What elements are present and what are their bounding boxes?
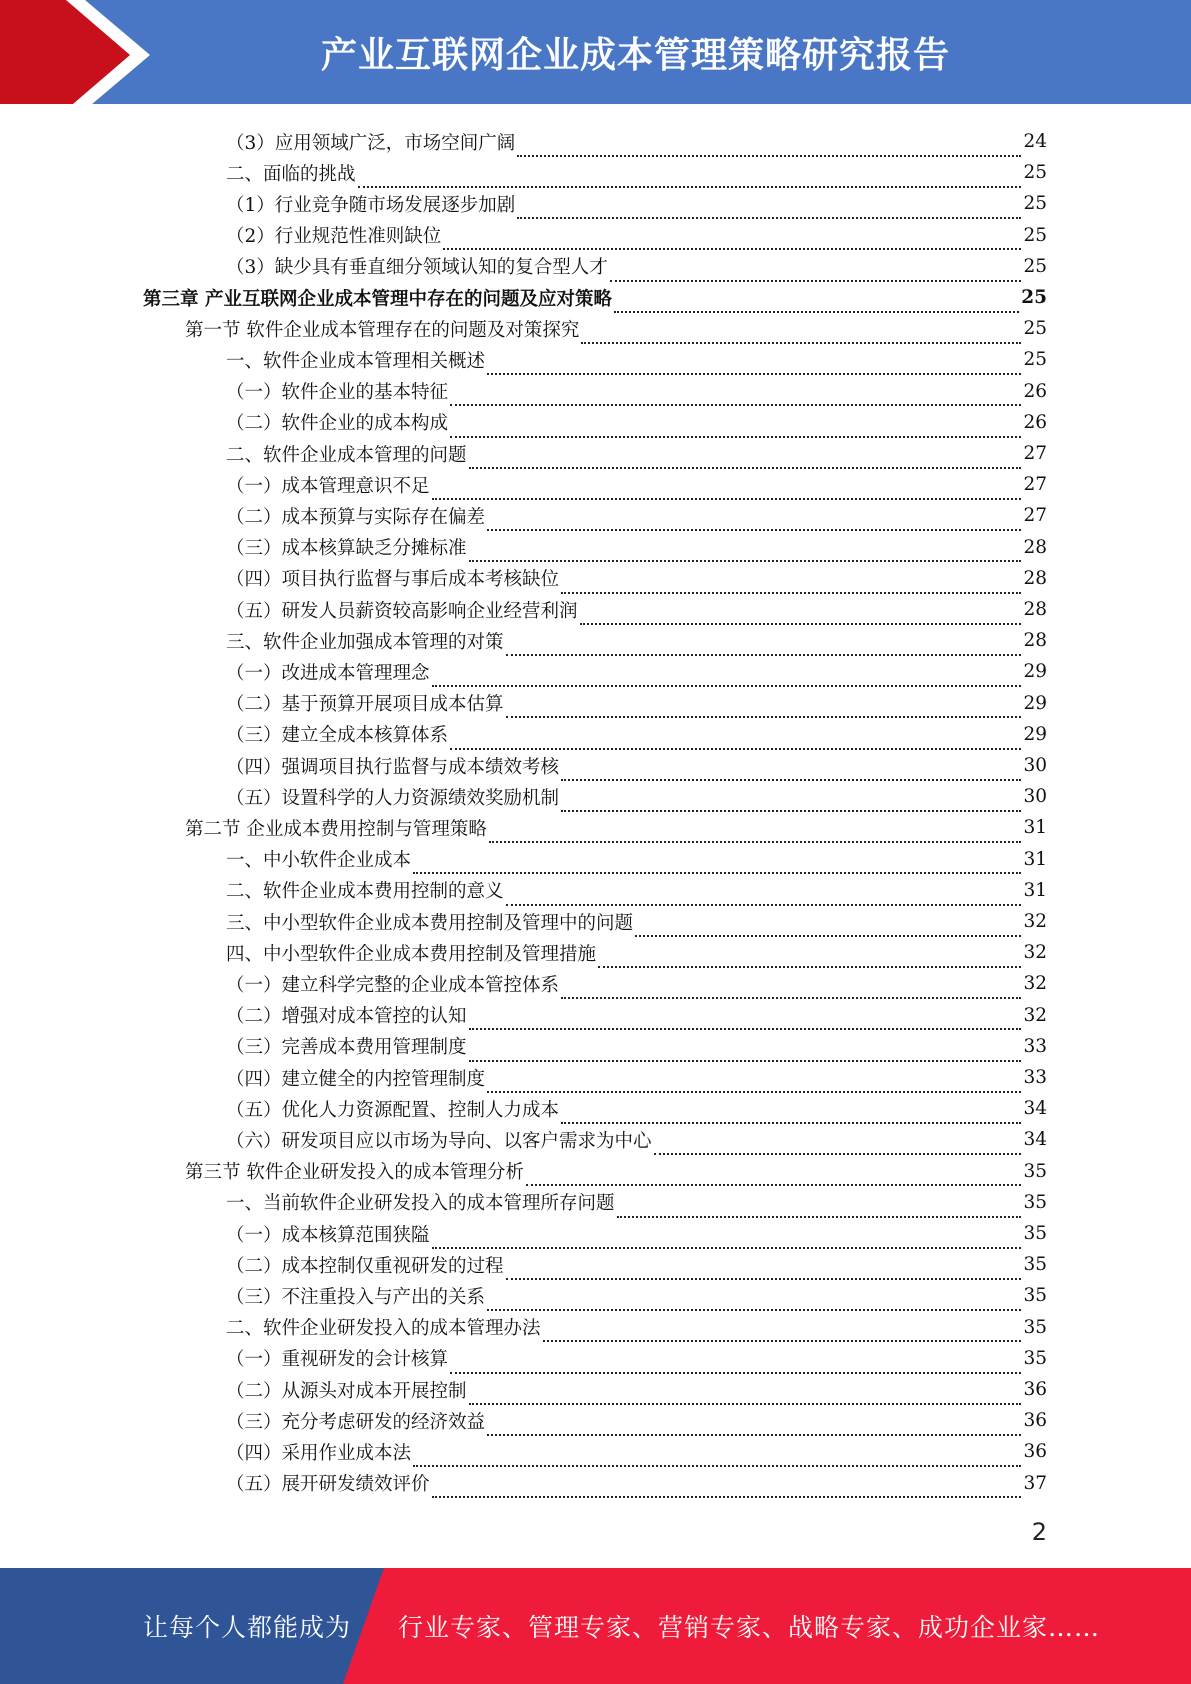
toc-entry-page: 35 [1023, 1347, 1047, 1369]
toc-entry-page: 27 [1023, 443, 1047, 464]
toc-leader-dots [654, 1135, 1022, 1156]
toc-entry-page: 29 [1023, 661, 1047, 683]
toc-entry-title: （五）研发人员薪资较高影响企业经营利润 [226, 600, 578, 622]
toc-entry-page: 25 [1023, 318, 1047, 340]
toc-entry[interactable] [226, 937, 1047, 968]
toc-entry-page: 28 [1023, 536, 1047, 558]
toc-entry[interactable] [226, 1280, 1047, 1311]
toc-leader-dots [469, 1041, 1022, 1062]
toc-leader-dots [598, 947, 1021, 968]
toc-entry-page: 25 [1023, 162, 1047, 184]
toc-entry[interactable] [226, 500, 1047, 531]
toc-leader-dots [614, 292, 1019, 313]
toc-entry-page: 29 [1023, 723, 1047, 745]
toc-entry[interactable] [226, 1249, 1047, 1280]
toc-entry-title: （三）成本核算缺乏分摊标准 [226, 538, 467, 560]
toc-entry[interactable] [226, 875, 1047, 906]
toc-entry-title: 第三节 软件企业研发投入的成本管理分析 [185, 1162, 524, 1184]
toc-leader-dots [489, 823, 1022, 844]
toc-entry-title: 四、中小型软件企业成本费用控制及管理措施 [226, 943, 597, 965]
footer-slogan-left: 让每个人都能成为 [143, 1613, 352, 1642]
toc-entry[interactable] [226, 594, 1047, 625]
toc-leader-dots [561, 1103, 1021, 1124]
toc-entry-page: 35 [1023, 1191, 1047, 1213]
toc-leader-dots [487, 1415, 1021, 1436]
toc-entry[interactable] [226, 781, 1047, 812]
toc-entry-title: （四）强调项目执行监督与成本绩效考核 [226, 756, 560, 778]
toc-entry-title: （五）优化人力资源配置、控制人力成本 [226, 1099, 560, 1121]
toc-entry-page: 35 [1023, 1254, 1047, 1276]
toc-entry[interactable] [226, 188, 1047, 219]
toc-leader-dots [413, 1447, 1021, 1468]
toc-entry[interactable] [226, 844, 1047, 875]
toc-leader-dots [526, 1166, 1022, 1187]
toc-entry[interactable] [226, 1312, 1047, 1343]
toc-entry-page: 35 [1023, 1316, 1047, 1338]
toc-leader-dots [517, 136, 1021, 157]
toc-entry-page: 26 [1023, 411, 1047, 433]
toc-entry-title: 一、软件企业成本管理相关概述 [226, 350, 486, 372]
toc-leader-dots [432, 1478, 1022, 1499]
toc-entry-title: （2）行业规范性准则缺位 [226, 226, 442, 248]
toc-entry-title: （三）不注重投入与产出的关系 [226, 1286, 486, 1308]
toc-leader-dots [617, 1197, 1022, 1218]
toc-entry-page: 35 [1023, 1285, 1047, 1307]
toc-entry-title: （3）缺少具有垂直细分领域认知的复合型人才 [226, 257, 608, 279]
toc-entry[interactable] [226, 625, 1047, 656]
toc-entry[interactable] [226, 251, 1047, 282]
toc-entry[interactable] [143, 282, 1047, 313]
toc-entry-title: 二、面临的挑战 [226, 163, 356, 185]
toc-entry[interactable] [226, 157, 1047, 188]
toc-leader-dots [443, 230, 1021, 251]
toc-entry[interactable] [226, 1124, 1047, 1155]
toc-entry-title: 二、软件企业成本费用控制的意义 [226, 881, 504, 903]
toc-entry-title: （五）展开研发绩效评价 [226, 1474, 430, 1496]
toc-entry-page: 25 [1021, 287, 1047, 308]
toc-leader-dots [450, 417, 1021, 438]
page-number: 2 [1031, 1518, 1047, 1546]
toc-entry-title: （三）完善成本费用管理制度 [226, 1037, 467, 1059]
toc-leader-dots [561, 760, 1021, 781]
toc-entry-page: 25 [1023, 224, 1047, 246]
toc-leader-dots [506, 1259, 1022, 1280]
toc-entry-title: （一）建立科学完整的企业成本管控体系 [226, 974, 560, 996]
toc-entry-page: 33 [1023, 1067, 1047, 1088]
toc-entry-title: （1）行业竞争随市场发展逐步加剧 [226, 194, 516, 216]
toc-leader-dots [610, 261, 1022, 282]
toc-leader-dots [450, 1353, 1021, 1374]
toc-entry-title: 第一节 软件企业成本管理存在的问题及对策探究 [185, 319, 580, 341]
toc-entry-page: 30 [1023, 755, 1047, 776]
toc-entry-page: 32 [1023, 973, 1047, 995]
toc-entry-page: 29 [1023, 692, 1047, 714]
toc-entry[interactable] [226, 1187, 1047, 1218]
toc-entry-page: 36 [1023, 1441, 1047, 1463]
toc-entry-page: 26 [1023, 380, 1047, 402]
toc-entry[interactable] [226, 1468, 1047, 1499]
toc-leader-dots [561, 791, 1021, 812]
toc-entry[interactable] [226, 750, 1047, 781]
toc-leader-dots [432, 1228, 1022, 1249]
toc-entry-page: 24 [1023, 131, 1047, 152]
toc-entry-title: 一、中小软件企业成本 [226, 850, 412, 872]
toc-leader-dots [517, 199, 1021, 220]
toc-entry[interactable] [226, 656, 1047, 687]
toc-entry-title: （一）软件企业的基本特征 [226, 382, 449, 404]
toc-leader-dots [469, 448, 1022, 469]
toc-entry-title: （四）采用作业成本法 [226, 1442, 412, 1464]
toc-entry[interactable] [226, 1062, 1047, 1093]
toc-entry-title: （二）基于预算开展项目成本估算 [226, 694, 504, 716]
toc-entry-page: 35 [1023, 1160, 1047, 1182]
toc-entry-title: （二）成本控制仅重视研发的过程 [226, 1255, 504, 1277]
toc-entry-page: 36 [1023, 1379, 1047, 1400]
page-header [0, 0, 1191, 110]
toc-entry-title: （一）改进成本管理理念 [226, 662, 430, 684]
toc-leader-dots [469, 1010, 1022, 1031]
toc-leader-dots [635, 916, 1021, 937]
toc-entry-page: 34 [1023, 1129, 1047, 1151]
toc-entry-title: （三）建立全成本核算体系 [226, 725, 449, 747]
toc-entry-title: （二）成本预算与实际存在偏差 [226, 506, 486, 528]
toc-leader-dots [561, 573, 1021, 594]
toc-entry-title: 二、软件企业成本管理的问题 [226, 444, 467, 466]
toc-entry[interactable] [185, 313, 1047, 344]
toc-entry-page: 32 [1023, 942, 1047, 964]
toc-entry-title: 第二节 企业成本费用控制与管理策略 [185, 818, 487, 840]
toc-entry-page: 25 [1023, 349, 1047, 371]
toc-entry-page: 30 [1023, 786, 1047, 808]
toc-entry-title: （四）项目执行监督与事后成本考核缺位 [226, 569, 560, 591]
toc-leader-dots [469, 542, 1022, 563]
toc-entry[interactable] [226, 126, 1047, 157]
toc-leader-dots [506, 885, 1022, 906]
toc-entry-title: （六）研发项目应以市场为导向、以客户需求为中心 [226, 1130, 652, 1152]
toc-entry-title: （三）充分考虑研发的经济效益 [226, 1411, 486, 1433]
toc-entry[interactable] [226, 407, 1047, 438]
toc-entry-page: 28 [1023, 630, 1047, 652]
toc-entry-page: 28 [1023, 599, 1047, 620]
toc-entry-title: 三、软件企业加强成本管理的对策 [226, 631, 504, 653]
toc-leader-dots [413, 854, 1021, 875]
toc-entry[interactable] [185, 812, 1047, 843]
toc-entry-title: 二、软件企业研发投入的成本管理办法 [226, 1318, 541, 1340]
toc-entry-title: 第三章 产业互联网企业成本管理中存在的问题及应对策略 [143, 288, 612, 310]
toc-entry[interactable] [226, 438, 1047, 469]
toc-entry-title: （二）从源头对成本开展控制 [226, 1380, 467, 1402]
toc-entry[interactable] [226, 968, 1047, 999]
toc-entry[interactable] [226, 376, 1047, 407]
toc-entry-page: 31 [1023, 817, 1047, 839]
toc-entry-page: 33 [1023, 1035, 1047, 1057]
toc-entry[interactable] [226, 220, 1047, 251]
toc-entry-page: 25 [1023, 193, 1047, 215]
toc-entry-title: 一、当前软件企业研发投入的成本管理所存问题 [226, 1193, 615, 1215]
toc-leader-dots [487, 1072, 1021, 1093]
toc-entry[interactable] [226, 469, 1047, 500]
footer-slogan-right: 行业专家、管理专家、营销专家、战略专家、成功企业家…… [398, 1613, 1101, 1642]
toc-entry-title: （五）设置科学的人力资源绩效奖励机制 [226, 787, 560, 809]
toc-entry-page: 34 [1023, 1098, 1047, 1120]
toc-leader-dots [450, 729, 1021, 750]
toc-entry-page: 25 [1023, 255, 1047, 277]
toc-entry-page: 37 [1023, 1472, 1047, 1494]
toc-entry[interactable] [226, 1000, 1047, 1031]
toc-leader-dots [358, 167, 1022, 188]
toc-entry[interactable] [226, 688, 1047, 719]
toc-entry[interactable] [226, 1031, 1047, 1062]
toc-entry-title: （二）软件企业的成本构成 [226, 413, 449, 435]
toc-leader-dots [487, 1291, 1021, 1312]
toc-entry-page: 28 [1023, 567, 1047, 589]
toc-entry-page: 36 [1023, 1410, 1047, 1432]
toc-entry-title: （二）增强对成本管控的认知 [226, 1006, 467, 1028]
toc-entry-page: 32 [1023, 1004, 1047, 1026]
toc-entry[interactable] [226, 344, 1047, 375]
toc-entry-title: （一）成本管理意识不足 [226, 475, 430, 497]
toc-entry-title: （3）应用领域广泛，市场空间广阔 [226, 132, 516, 154]
toc-entry-page: 31 [1023, 848, 1047, 870]
toc-leader-dots [581, 323, 1021, 344]
toc-entry[interactable] [226, 1093, 1047, 1124]
toc-entry-page: 31 [1023, 879, 1047, 901]
toc-entry-title: 三、中小型软件企业成本费用控制及管理中的问题 [226, 912, 634, 934]
toc-entry[interactable] [226, 719, 1047, 750]
toc-entry-page: 27 [1023, 505, 1047, 527]
toc-leader-dots [561, 979, 1021, 1000]
toc-leader-dots [432, 479, 1022, 500]
toc-entry[interactable] [226, 1436, 1047, 1467]
report-title: 产业互联网企业成本管理策略研究报告 [320, 34, 950, 76]
toc-leader-dots [506, 635, 1022, 656]
toc-entry-title: （一）重视研发的会计核算 [226, 1349, 449, 1371]
toc-entry-page: 27 [1023, 474, 1047, 496]
toc-entry-title: （四）建立健全的内控管理制度 [226, 1068, 486, 1090]
toc-leader-dots [432, 667, 1022, 688]
toc-leader-dots [487, 511, 1021, 532]
toc-entry-title: （一）成本核算范围狭隘 [226, 1224, 430, 1246]
toc-entry[interactable] [226, 1343, 1047, 1374]
toc-entry-page: 32 [1023, 911, 1047, 932]
toc-entry[interactable] [226, 1374, 1047, 1405]
toc-entry-page: 35 [1023, 1223, 1047, 1244]
toc-leader-dots [543, 1322, 1022, 1343]
page-footer [0, 1568, 1191, 1684]
toc-leader-dots [506, 698, 1022, 719]
toc-leader-dots [487, 355, 1021, 376]
toc-leader-dots [450, 386, 1021, 407]
toc-entry[interactable] [226, 906, 1047, 937]
toc-entry[interactable] [226, 1218, 1047, 1249]
toc-entry[interactable] [185, 1156, 1047, 1187]
toc-entry[interactable] [226, 563, 1047, 594]
toc-leader-dots [580, 604, 1022, 625]
toc-entry[interactable] [226, 1405, 1047, 1436]
toc-leader-dots [469, 1384, 1022, 1405]
toc-entry[interactable] [226, 532, 1047, 563]
